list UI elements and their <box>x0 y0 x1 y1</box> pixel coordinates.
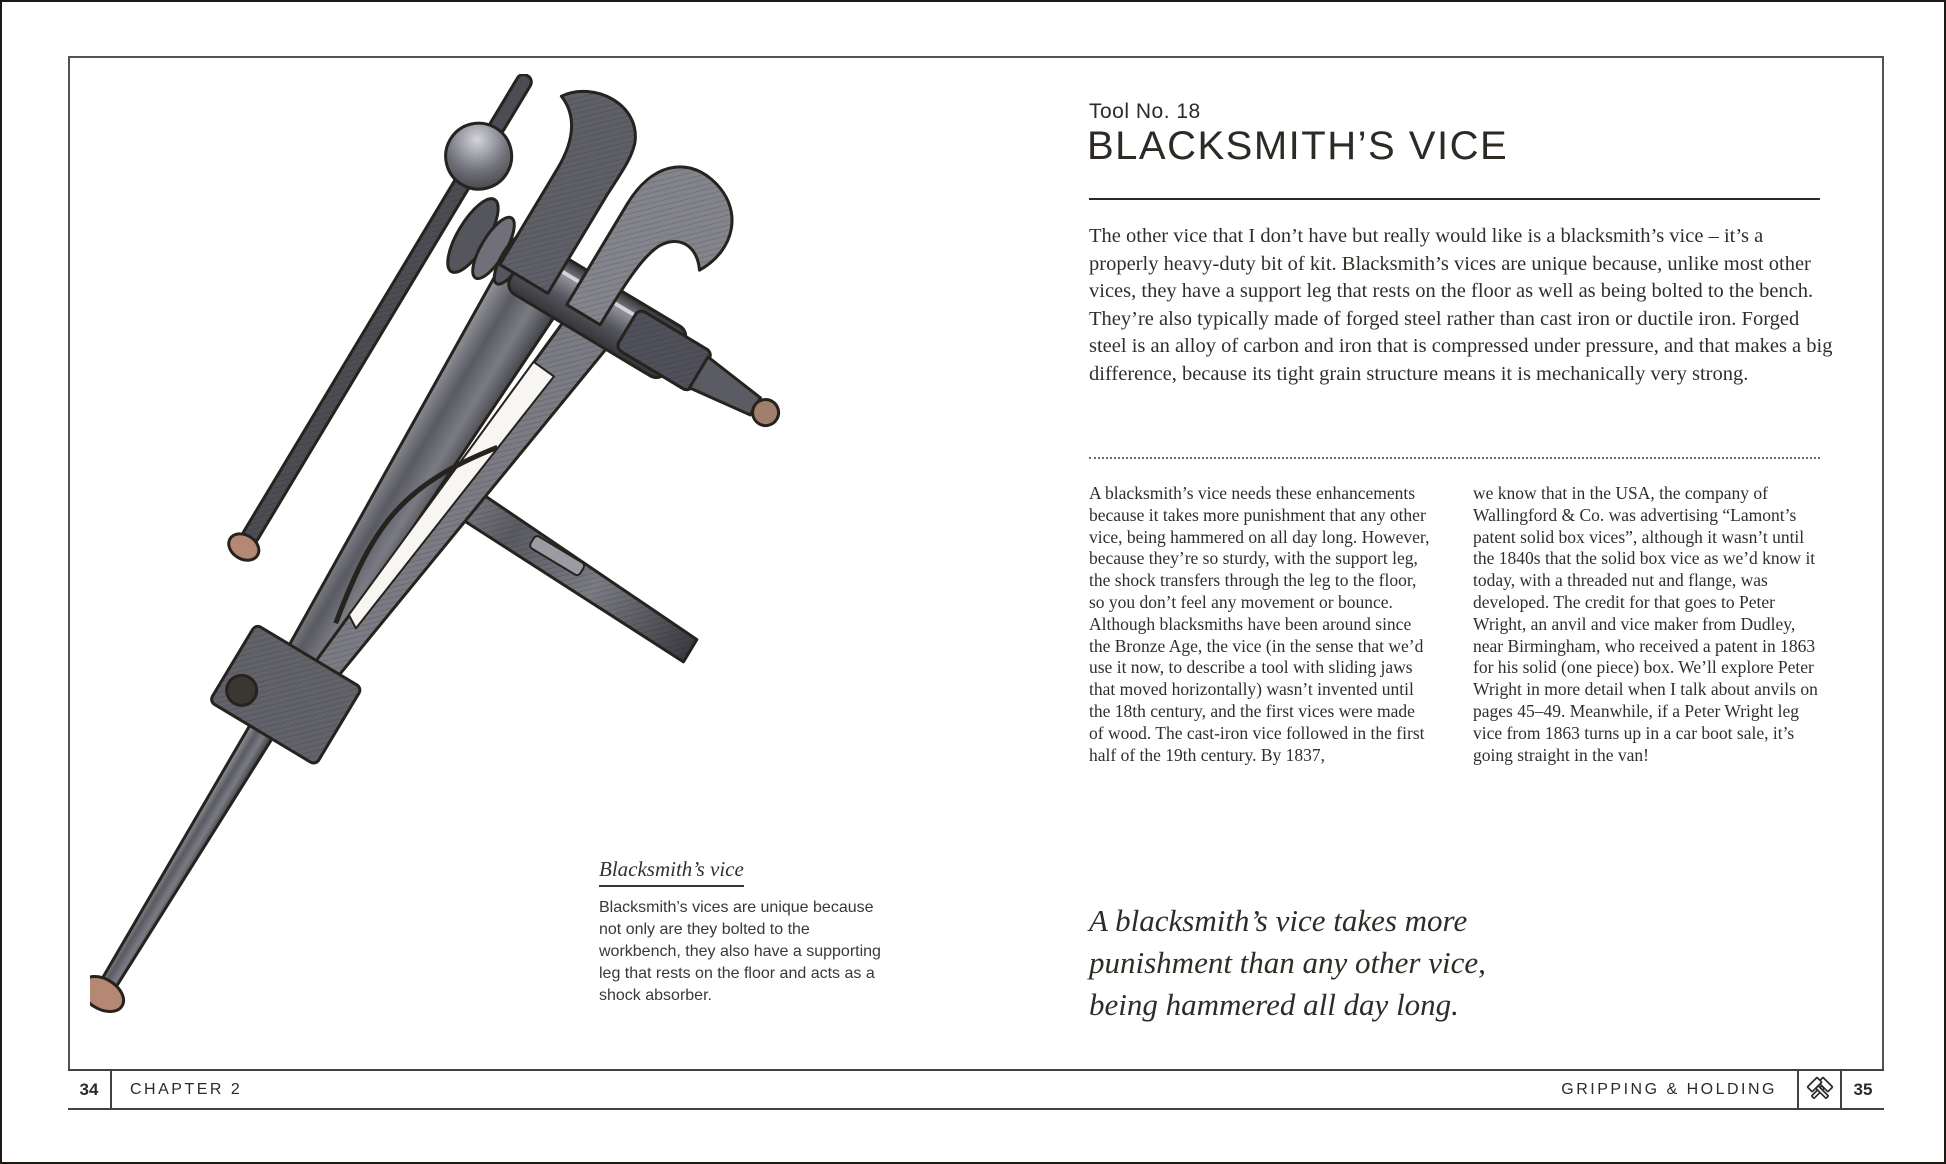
page-title: BLACKSMITH’S VICE <box>1087 124 1509 168</box>
illustration-caption <box>599 857 899 1007</box>
chapter-label: CHAPTER 2 <box>130 1080 243 1098</box>
body-columns <box>1089 483 1822 766</box>
left-page-number: 34 <box>79 1079 99 1099</box>
section-label: GRIPPING & HOLDING <box>1561 1080 1777 1098</box>
dotted-divider <box>1089 457 1820 459</box>
caption-title: Blacksmith’s vice <box>599 857 744 887</box>
caption-body: Blacksmith’s vices are unique because not only are they bolted to the workbench, they also have a supporting leg that rests on the floor and acts as a shock absorber. <box>599 899 881 1004</box>
crossed-hammers-icon <box>1799 1071 1840 1108</box>
body-column-2: we know that in the USA, the company of Wallingford & Co. was advertising “Lamont’s patent solid box vices”, although it wasn’t until the 1840s that the solid box vice as we’d know it today, with a threaded nut and flange, was developed. The credit for that goes to Peter Wright, an anvil and vice maker from Dudley, near Birmingham, who received a patent in 1863 for his solid (one piece) box. We’ll explore Peter Wright in more detail when I talk about anvils on pages 45–49. Meanwhile, if a Peter Wright leg vice from 1863 turns up in a car boot sale, it’s going straight in the van! <box>1473 483 1818 765</box>
right-page-number: 35 <box>1853 1079 1873 1099</box>
pull-quote: A blacksmith’s vice takes more punishment than any other vice, being hammered all day long. <box>1089 903 1486 1022</box>
tool-number-kicker: Tool No. 18 <box>1089 100 1201 123</box>
title-rule <box>1089 198 1820 200</box>
footer-band <box>68 1069 1884 1110</box>
body-column-1: A blacksmith’s vice needs these enhancements because it takes more punishment that any other vice, being hammered on all day long. However, because they’re so sturdy, with the support leg, the shock transfers through the leg to the floor, so you don’t feel any movement or bounce. Although blacksmiths have been around since the Bronze Age, the vice (in the sense that we’d use it now, to describe a tool with sliding jaws that moved horizontally) wasn’t invented until the 18th century, and the first vices were made of wood. The cast-iron vice followed in the first half of the 19th century. By 1837, <box>1089 483 1430 765</box>
intro-paragraph: The other vice that I don’t have but really would like is a blacksmith’s vice – it’s a properly heavy-duty bit of kit. Blacksmith’s vices are unique because, unlike most other vices, they have a support leg that rests on the floor as well as being bolted to the bench. They’re also typically made of forged steel rather than cast iron or ductile iron. Forged steel is an alloy of carbon and iron that is compressed under pressure, and that makes a big difference, because its tight grain structure means it is mechanically very strong. <box>1089 225 1833 385</box>
